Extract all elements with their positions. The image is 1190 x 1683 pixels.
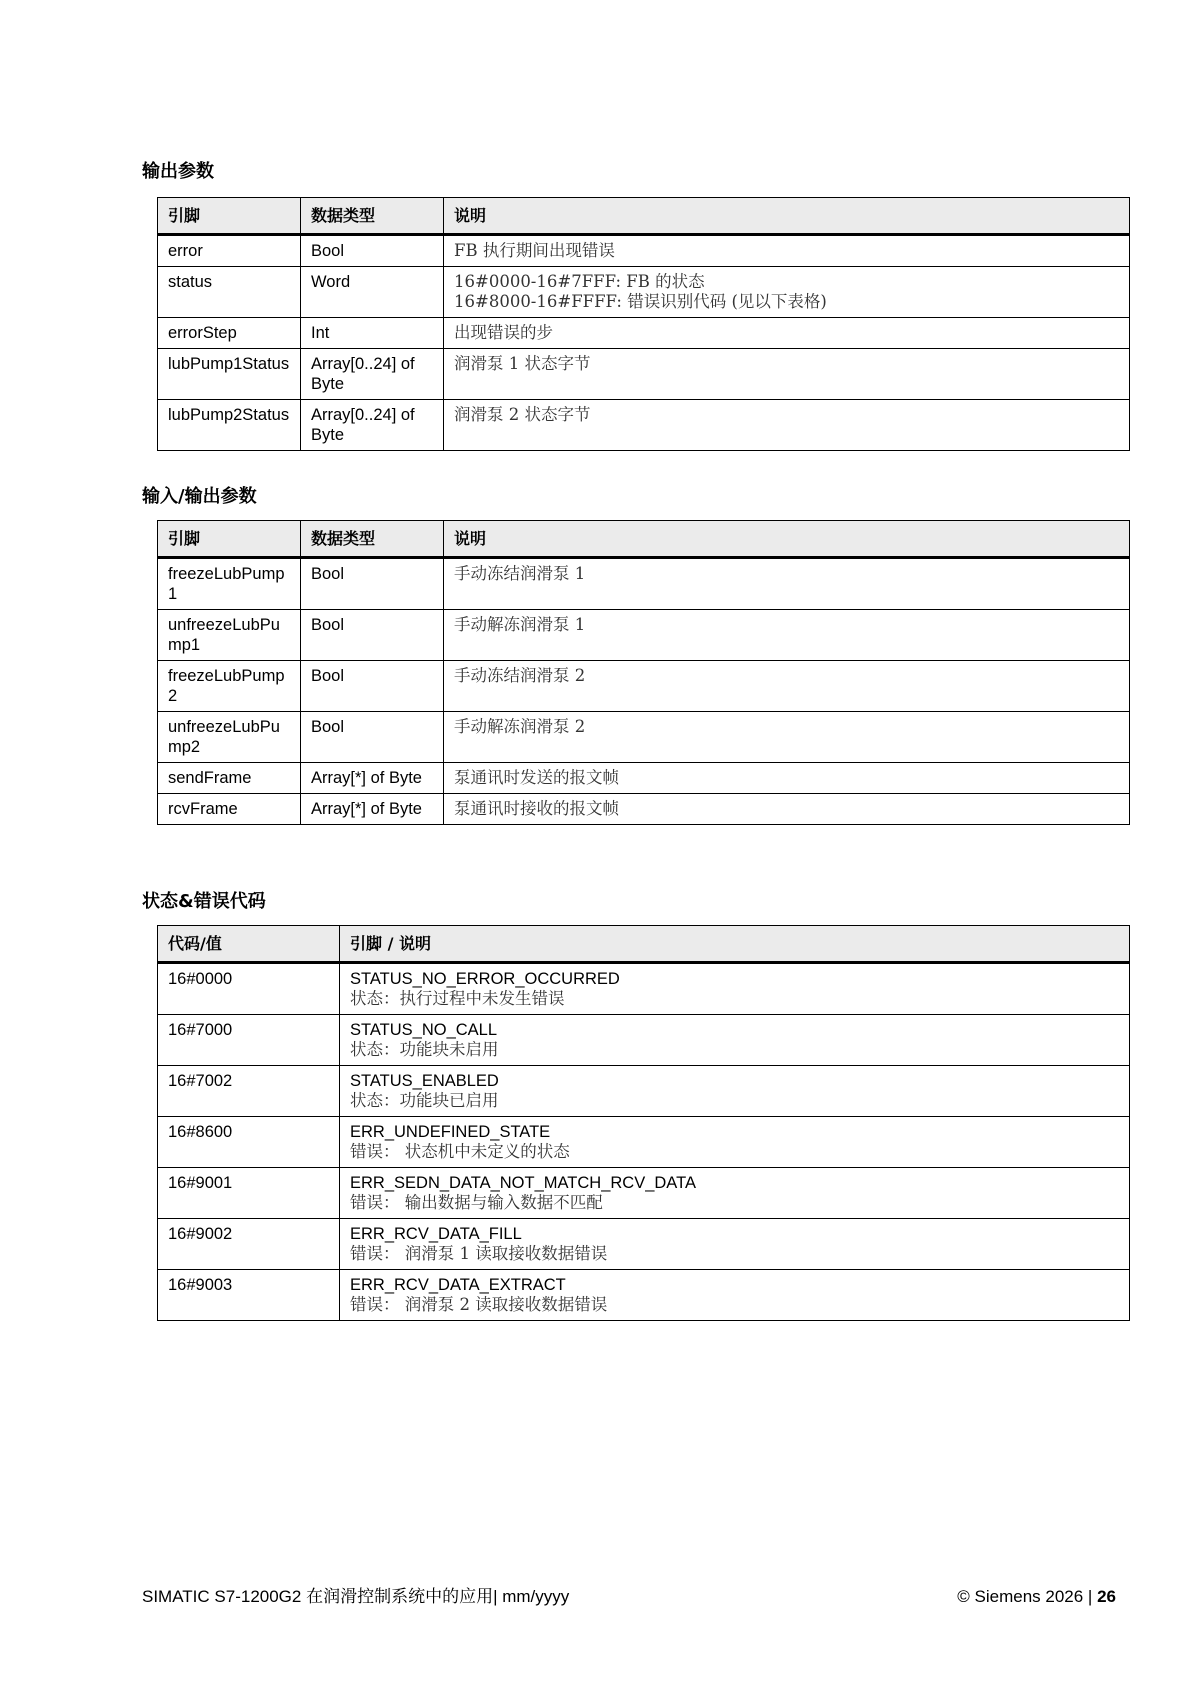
data-type-cell: Bool (301, 661, 444, 712)
code-value-cell: 16#9003 (158, 1270, 340, 1321)
table-header-row (158, 926, 1130, 963)
table-row (158, 712, 1130, 763)
pin-name-cell: unfreezeLubPump1 (158, 610, 301, 661)
status-description: 错误： 润滑泵 1 读取接收数据错误 (350, 1244, 608, 1263)
description-line: 手动冻结润滑泵 1 (454, 564, 586, 583)
status-constant-name: STATUS_NO_CALL (350, 1021, 498, 1039)
pin-name-cell: lubPump2Status (158, 400, 301, 451)
page-number: 26 (1097, 1587, 1116, 1606)
data-type-cell: Bool (301, 712, 444, 763)
description-line: FB 执行期间出现错误 (454, 241, 615, 260)
table-row (158, 610, 1130, 661)
column-header-code: 代码/值 (158, 926, 340, 963)
column-header-type: 数据类型 (301, 521, 444, 558)
description-line: 16#8000-16#FFFF: 错误识别代码 (见以下表格) (454, 292, 827, 311)
table-row (158, 1219, 1130, 1270)
description-line: 泵通讯时发送的报文帧 (454, 768, 619, 787)
column-header-pin-description: 引脚 / 说明 (340, 926, 1130, 963)
table-row (158, 318, 1130, 349)
pin-name-cell: unfreezeLubPump2 (158, 712, 301, 763)
status-description: 错误： 润滑泵 2 读取接收数据错误 (350, 1295, 608, 1314)
data-type-cell: Word (301, 267, 444, 318)
description-line: 润滑泵 2 状态字节 (454, 405, 591, 424)
column-header-type: 数据类型 (301, 198, 444, 235)
copyright-text: © Siemens 2026 | (957, 1587, 1098, 1606)
table-row (158, 235, 1130, 267)
column-header-pin: 引脚 (158, 521, 301, 558)
table-row (158, 400, 1130, 451)
table-row (158, 661, 1130, 712)
code-value-cell: 16#0000 (158, 963, 340, 1015)
code-description-cell (340, 1219, 1130, 1270)
status-description: 状态：功能块已启用 (350, 1091, 499, 1110)
status-description: 错误： 状态机中未定义的状态 (350, 1142, 570, 1161)
code-description-cell (340, 1015, 1130, 1066)
description-line: 润滑泵 1 状态字节 (454, 354, 591, 373)
description-cell (444, 794, 1130, 825)
description-cell (444, 763, 1130, 794)
table-row (158, 794, 1130, 825)
status-constant-name: ERR_UNDEFINED_STATE (350, 1123, 551, 1141)
status-constant-name: ERR_RCV_DATA_EXTRACT (350, 1276, 566, 1294)
code-value-cell: 16#7002 (158, 1066, 340, 1117)
inout-params-title: 输入/输出参数 (142, 486, 257, 507)
table-row (158, 558, 1130, 610)
description-line: 出现错误的步 (454, 323, 553, 342)
status-codes-table (157, 925, 1130, 1321)
description-cell (444, 235, 1130, 267)
pin-name-cell: status (158, 267, 301, 318)
data-type-cell: Array[*] of Byte (301, 763, 444, 794)
code-description-cell (340, 1066, 1130, 1117)
output-params-table (157, 197, 1130, 451)
pin-name-cell: error (158, 235, 301, 267)
data-type-cell: Int (301, 318, 444, 349)
pin-name-cell: errorStep (158, 318, 301, 349)
description-line: 16#0000-16#7FFF: FB 的状态 (454, 272, 705, 291)
pin-name-cell: sendFrame (158, 763, 301, 794)
description-cell (444, 712, 1130, 763)
table-row (158, 963, 1130, 1015)
code-description-cell (340, 1270, 1130, 1321)
code-description-cell (340, 1168, 1130, 1219)
code-value-cell: 16#9002 (158, 1219, 340, 1270)
pin-name-cell: freezeLubPump1 (158, 558, 301, 610)
code-description-cell (340, 963, 1130, 1015)
data-type-cell: Bool (301, 558, 444, 610)
data-type-cell: Array[0..24] of Byte (301, 400, 444, 451)
pin-name-cell: rcvFrame (158, 794, 301, 825)
status-description: 状态：执行过程中未发生错误 (350, 989, 565, 1008)
inout-params-table (157, 520, 1130, 825)
description-cell (444, 610, 1130, 661)
code-value-cell: 16#8600 (158, 1117, 340, 1168)
data-type-cell: Array[0..24] of Byte (301, 349, 444, 400)
footer-copyright (957, 1586, 1116, 1608)
status-description: 错误： 输出数据与输入数据不匹配 (350, 1193, 603, 1212)
pin-name-cell: lubPump1Status (158, 349, 301, 400)
table-row (158, 1117, 1130, 1168)
description-cell (444, 267, 1130, 318)
table-header-row (158, 521, 1130, 558)
status-constant-name: ERR_SEDN_DATA_NOT_MATCH_RCV_DATA (350, 1174, 696, 1192)
table-row (158, 763, 1130, 794)
status-codes-title: 状态&错误代码 (142, 891, 266, 912)
table-row (158, 1015, 1130, 1066)
description-line: 手动解冻润滑泵 1 (454, 615, 586, 634)
status-constant-name: STATUS_ENABLED (350, 1072, 499, 1090)
table-header-row (158, 198, 1130, 235)
description-cell (444, 318, 1130, 349)
data-type-cell: Bool (301, 235, 444, 267)
code-value-cell: 16#7000 (158, 1015, 340, 1066)
column-header-pin: 引脚 (158, 198, 301, 235)
status-constant-name: ERR_RCV_DATA_FILL (350, 1225, 522, 1243)
pin-name-cell: freezeLubPump2 (158, 661, 301, 712)
column-header-description: 说明 (444, 521, 1130, 558)
description-cell (444, 349, 1130, 400)
table-row (158, 349, 1130, 400)
column-header-description: 说明 (444, 198, 1130, 235)
table-row (158, 1066, 1130, 1117)
table-row (158, 1270, 1130, 1321)
description-cell (444, 558, 1130, 610)
code-description-cell (340, 1117, 1130, 1168)
output-params-title: 输出参数 (142, 161, 214, 182)
footer-document-title: SIMATIC S7-1200G2 在润滑控制系统中的应用| mm/yyyy (142, 1587, 570, 1606)
data-type-cell: Bool (301, 610, 444, 661)
description-cell (444, 400, 1130, 451)
data-type-cell: Array[*] of Byte (301, 794, 444, 825)
status-description: 状态：功能块未启用 (350, 1040, 499, 1059)
table-row (158, 267, 1130, 318)
code-value-cell: 16#9001 (158, 1168, 340, 1219)
status-constant-name: STATUS_NO_ERROR_OCCURRED (350, 970, 620, 988)
description-cell (444, 661, 1130, 712)
description-line: 泵通讯时接收的报文帧 (454, 799, 619, 818)
table-row (158, 1168, 1130, 1219)
description-line: 手动冻结润滑泵 2 (454, 666, 586, 685)
description-line: 手动解冻润滑泵 2 (454, 717, 586, 736)
